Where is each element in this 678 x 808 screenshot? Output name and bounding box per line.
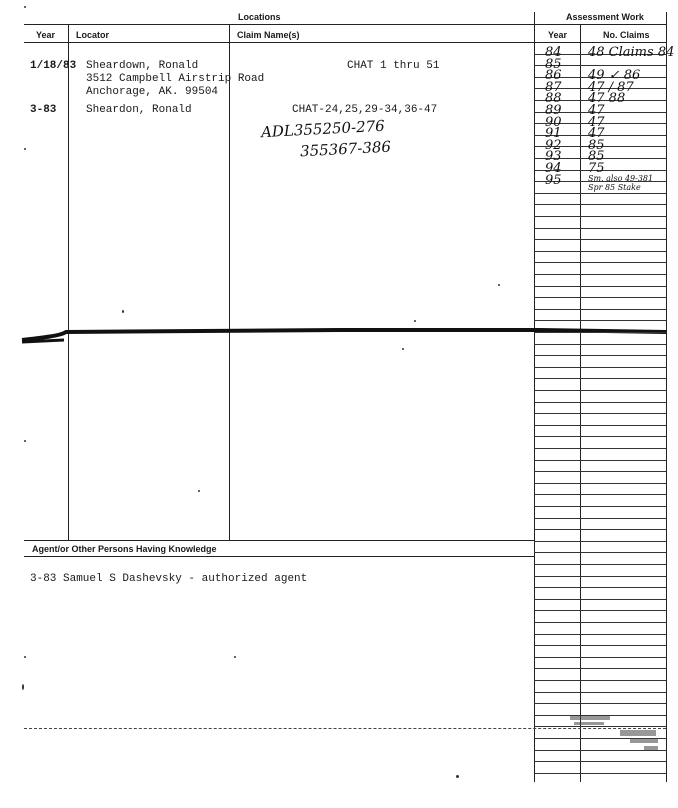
aw-row-rule (534, 552, 666, 553)
entry-1-locator-line1: Sheardown, Ronald (86, 60, 199, 72)
header-claim-names: Claim Name(s) (237, 30, 300, 40)
aw-row-rule (534, 529, 666, 530)
aw-row-rule (534, 680, 666, 681)
aw-claims-cell: 47 (588, 126, 605, 141)
entry-2-claim: CHAT-24,25,29-34,36-47 (292, 104, 438, 116)
aw-row-rule (534, 448, 666, 449)
aw-row-rule (534, 576, 666, 577)
scan-speck (24, 656, 26, 658)
aw-claims-cell: 47 / 87 (588, 80, 634, 95)
col-divider-year (68, 24, 69, 540)
scan-speck (24, 6, 26, 8)
aw-row-rule (534, 692, 666, 693)
header-locator: Locator (76, 30, 110, 40)
header-rule (24, 42, 666, 43)
agent-entry: 3-83 Samuel S Dashevsky - authorized agent (30, 573, 308, 585)
aw-year-cell: 90 (545, 115, 562, 130)
scan-speck (498, 284, 500, 286)
agent-top-rule (24, 540, 535, 541)
aw-row-rule (534, 193, 666, 194)
aw-row-rule (534, 320, 666, 321)
scan-speck (24, 148, 26, 150)
right-edge (666, 12, 667, 782)
aw-row-rule (534, 204, 666, 205)
aw-year-cell: 86 (545, 68, 562, 83)
aw-claims-cell: 85 (588, 149, 605, 164)
aw-row-rule (534, 599, 666, 600)
aw-row-rule (534, 773, 666, 774)
aw-row-rule (534, 216, 666, 217)
entry-1-claim: CHAT 1 thru 51 (347, 60, 440, 72)
header-no-claims: No. Claims (603, 30, 650, 40)
aw-row-rule (534, 761, 666, 762)
entry-2-year: 3-83 (30, 104, 57, 116)
header-aw-year: Year (548, 30, 568, 40)
aw-year-cell: 93 (545, 149, 562, 164)
aw-row-rule (534, 332, 666, 333)
aw-row-rule (534, 460, 666, 461)
aw-year-cell: 85 (545, 57, 562, 72)
aw-row-rule (534, 286, 666, 287)
aw-year-cell: 95 (545, 173, 562, 188)
aw-claims-cell: Sm. also 49-381 Spr 85 Stake (588, 174, 654, 192)
aw-row-rule (534, 367, 666, 368)
scan-speck (122, 310, 124, 313)
aw-row-rule (534, 425, 666, 426)
aw-row-rule (534, 355, 666, 356)
aw-row-rule (534, 483, 666, 484)
aw-row-rule (534, 657, 666, 658)
header-assessment-work: Assessment Work (566, 12, 644, 22)
scan-speck (22, 684, 24, 690)
aw-row-rule (534, 228, 666, 229)
aw-row-rule (534, 251, 666, 252)
aw-year-cell: 91 (545, 126, 562, 141)
scan-speck (198, 490, 200, 492)
aw-row-rule (534, 645, 666, 646)
aw-row-rule (534, 378, 666, 379)
aw-claims-cell: 49 ✓ 86 (588, 68, 641, 83)
handwritten-adl-line2: 355367-386 (299, 137, 392, 161)
aw-row-rule (534, 518, 666, 519)
entry-1-year: 1/18/83 (30, 60, 77, 72)
top-rule (24, 24, 666, 25)
col-divider-locator (229, 24, 230, 540)
aw-claims-cell: 47 (588, 115, 605, 130)
aw-year-cell: 94 (545, 161, 562, 176)
col-divider-claims (534, 12, 535, 782)
aw-row-rule (534, 344, 666, 345)
aw-row-rule (534, 471, 666, 472)
aw-claims-cell: 47 88 (588, 91, 626, 106)
aw-row-rule (534, 390, 666, 391)
scan-speck (402, 348, 404, 350)
scan-speck (234, 656, 236, 658)
aw-year-cell: 84 (545, 45, 562, 60)
scan-speck (456, 775, 459, 778)
aw-row-rule (534, 413, 666, 414)
aw-claims-cell: 85 (588, 138, 605, 153)
aw-row-rule (534, 494, 666, 495)
aw-claims-cell: 47 (588, 103, 605, 118)
aw-row-rule (534, 436, 666, 437)
entry-2-locator-line1: Sheardon, Ronald (86, 104, 192, 116)
scan-speck (414, 320, 416, 322)
agent-section-header: Agent/or Other Persons Having Knowledge (32, 544, 217, 554)
thick-stroke (20, 324, 670, 346)
aw-claims-cell: 48 Claims 84 (588, 45, 675, 60)
aw-row-rule (534, 587, 666, 588)
entry-1-locator-line3: Anchorage, AK. 99504 (86, 86, 219, 98)
header-locations: Locations (238, 12, 281, 22)
aw-claims-cell: 75 (588, 161, 605, 176)
aw-row-rule (534, 634, 666, 635)
scan-smudge (560, 710, 666, 756)
header-year: Year (36, 30, 56, 40)
aw-row-rule (534, 610, 666, 611)
aw-row-rule (534, 703, 666, 704)
aw-row-rule (534, 239, 666, 240)
aw-row-rule (534, 309, 666, 310)
aw-row-rule (534, 262, 666, 263)
aw-row-rule (534, 402, 666, 403)
agent-header-rule (24, 556, 535, 557)
aw-year-cell: 88 (545, 91, 562, 106)
aw-year-cell: 89 (545, 103, 562, 118)
entry-1-locator-line2: 3512 Campbell Airstrip Road (86, 73, 265, 85)
aw-row-rule (534, 506, 666, 507)
aw-row-rule (534, 622, 666, 623)
aw-row-rule (534, 564, 666, 565)
scan-speck (24, 440, 26, 442)
handwritten-adl-line1: ADL355250-276 (260, 116, 386, 142)
aw-year-cell: 87 (545, 80, 562, 95)
aw-row-rule (534, 297, 666, 298)
aw-row-rule (534, 541, 666, 542)
aw-row-rule (534, 668, 666, 669)
aw-row-rule (534, 274, 666, 275)
aw-year-cell: 92 (545, 138, 562, 153)
